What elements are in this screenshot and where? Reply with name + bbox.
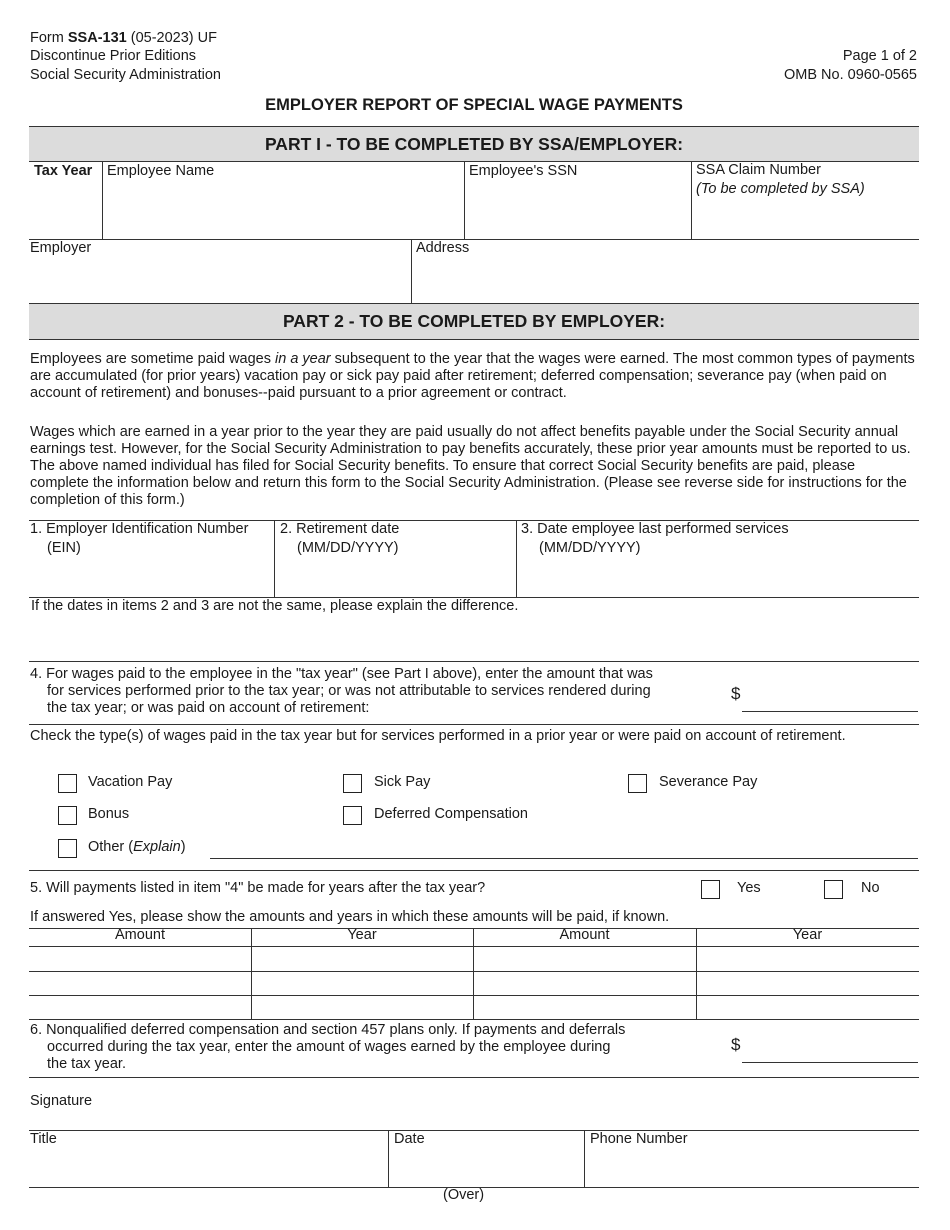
table-cell-amount[interactable] [474, 996, 695, 1018]
employer-field[interactable] [30, 260, 406, 300]
tax-year-label: Tax Year [34, 163, 93, 179]
employee-name-field[interactable] [107, 186, 459, 236]
table-header-amount-2: Amount [559, 927, 610, 943]
page-title: EMPLOYER REPORT OF SPECIAL WAGE PAYMENTS [265, 96, 683, 114]
employer-label: Employer [30, 240, 92, 256]
table-header-year-2: Year [792, 927, 823, 943]
para1-text-a: Employees are sometime paid wages [30, 351, 276, 367]
item4-amount-field[interactable] [742, 686, 918, 711]
item5-question: 5. Will payments listed in item "4" be made for years after the tax year? [30, 880, 486, 896]
retirement-date-field[interactable] [280, 560, 512, 595]
divider [691, 162, 692, 239]
address-field[interactable] [416, 260, 916, 300]
other-explain-underline [210, 858, 918, 859]
vacation-pay-label: Vacation Pay [88, 774, 173, 790]
form-number: SSA-131 [67, 30, 127, 46]
claim-number-note: (To be completed by SSA) [696, 181, 865, 197]
divider [584, 1130, 585, 1187]
divider [29, 724, 919, 725]
item5-yes-checkbox[interactable] [701, 880, 720, 899]
ein-sublabel: (EIN) [47, 540, 81, 556]
other-label [88, 838, 186, 857]
if-yes-instruction: If answered Yes, please show the amounts and years in which these amounts will be paid, if known. [30, 909, 670, 925]
date-field[interactable] [394, 1151, 580, 1185]
divider [516, 520, 517, 598]
item4-amount-underline [742, 711, 918, 712]
table-cell-year[interactable] [697, 996, 918, 1018]
bonus-checkbox[interactable] [58, 806, 77, 825]
address-label: Address [416, 240, 470, 256]
divider [464, 162, 465, 239]
item5-no-label: No [861, 880, 880, 896]
divider [29, 1077, 919, 1078]
explain-label: If the dates in items 2 and 3 are not the same, please explain the difference. [31, 598, 519, 614]
form-number-line [30, 29, 217, 48]
retirement-date-label: 2. Retirement date [280, 521, 400, 537]
table-header-amount-1: Amount [115, 927, 165, 943]
other-explain-text: Explain [133, 839, 181, 855]
signature-label: Signature [30, 1093, 93, 1109]
employee-ssn-field[interactable] [469, 186, 687, 236]
divider [274, 520, 275, 598]
item5-yes-label: Yes [737, 880, 761, 896]
table-header-year-1: Year [347, 927, 377, 943]
severance-pay-checkbox[interactable] [628, 774, 647, 793]
divider [29, 661, 919, 662]
item6-amount-underline [742, 1062, 918, 1063]
part1-heading: PART I - TO BE COMPLETED BY SSA/EMPLOYER: [29, 126, 919, 162]
ein-field[interactable] [30, 560, 270, 595]
ein-label: 1. Employer Identification Number [30, 521, 249, 537]
table-cell-year[interactable] [697, 972, 918, 994]
table-cell-amount[interactable] [30, 972, 250, 994]
severance-pay-label: Severance Pay [659, 774, 758, 790]
item6-amount-field[interactable] [742, 1037, 918, 1062]
agency-name: Social Security Administration [30, 67, 221, 83]
explain-field[interactable] [31, 618, 916, 658]
item4-line3: the tax year; or was paid on account of retirement: [47, 700, 370, 716]
vacation-pay-checkbox[interactable] [58, 774, 77, 793]
other-explain-field[interactable] [210, 834, 918, 858]
check-types-instruction: Check the type(s) of wages paid in the tax year but for services performed in a prior year or were paid on account of retirement. [30, 728, 846, 744]
intro-paragraph-1 [30, 351, 915, 402]
sick-pay-checkbox[interactable] [343, 774, 362, 793]
sick-pay-label: Sick Pay [374, 774, 431, 790]
retirement-date-format: (MM/DD/YYYY) [297, 540, 399, 556]
phone-label: Phone Number [590, 1131, 688, 1147]
bonus-label: Bonus [88, 806, 130, 822]
tax-year-field[interactable] [35, 186, 97, 236]
date-label: Date [394, 1131, 425, 1147]
omb-number: OMB No. 0960-0565 [784, 67, 917, 83]
item6-line3: the tax year. [47, 1056, 126, 1072]
last-services-field[interactable] [521, 560, 916, 595]
item6-line1: 6. Nonqualified deferred compensation and section 457 plans only. If payments and deferrals [30, 1022, 626, 1038]
item6-dollar-sign: $ [731, 1035, 741, 1054]
part2-heading: PART 2 - TO BE COMPLETED BY EMPLOYER: [29, 303, 919, 340]
other-checkbox[interactable] [58, 839, 77, 858]
form-edition: (05-2023) UF [130, 30, 217, 46]
para1-text-b: subsequent to the year that the wages were earned. The most common types of payments are accumulated (for prior years) vacation pay or sick pay paid after retirement; deferred compensation; severance pay (when paid on account of retirement) and bonuses--paid pursuant to a prior agreement or contract. [30, 351, 915, 401]
divider [388, 1130, 389, 1187]
signature-field[interactable] [110, 1084, 916, 1128]
divider [29, 1130, 919, 1131]
table-cell-amount[interactable] [474, 947, 695, 970]
discontinue-note: Discontinue Prior Editions [30, 48, 197, 64]
intro-paragraph-2: Wages which are earned in a year prior to the year they are paid usually do not affect benefits payable under the Social Security annual earnings test. However, for the Social Security Administration to pay benefits accurately, these prior year amounts must be reported to us. The above named individual has filed for Social Security benefits. To ensure that correct Social Security benefits are paid, please complete the information below and return this form to the Social Security Administration. (Please see reverse side for instructions for the completion of this form.) [30, 424, 911, 508]
table-cell-year[interactable] [252, 996, 472, 1018]
claim-number-label: SSA Claim Number [696, 162, 821, 178]
table-bottom-border [29, 1019, 919, 1020]
title-field[interactable] [30, 1151, 384, 1185]
phone-field[interactable] [590, 1151, 916, 1185]
other-text: Other ( [88, 839, 134, 855]
table-cell-year[interactable] [252, 972, 472, 994]
form-prefix: Form [30, 30, 64, 46]
table-cell-year[interactable] [697, 947, 918, 970]
title-label: Title [30, 1131, 57, 1147]
divider [29, 239, 919, 240]
employee-ssn-label: Employee's SSN [469, 163, 578, 179]
para1-text-italic: in a year [275, 351, 331, 367]
deferred-compensation-checkbox[interactable] [343, 806, 362, 825]
item4-dollar-sign: $ [731, 684, 741, 703]
divider [102, 162, 103, 239]
deferred-compensation-label: Deferred Compensation [374, 806, 528, 822]
table-cell-year[interactable] [252, 947, 472, 970]
item4-line1: 4. For wages paid to the employee in the "tax year" (see Part I above), enter the amount that was [30, 666, 653, 682]
over-note: (Over) [443, 1187, 485, 1203]
employee-name-label: Employee Name [107, 163, 215, 179]
last-services-format: (MM/DD/YYYY) [539, 540, 641, 556]
item4-line2: for services performed prior to the tax year; or was not attributable to services rendered during [47, 683, 651, 699]
other-close-paren: ) [180, 839, 186, 855]
table-cell-amount[interactable] [474, 972, 695, 994]
divider [29, 870, 919, 871]
last-services-label: 3. Date employee last performed services [521, 521, 789, 537]
divider [411, 239, 412, 303]
item6-line2: occurred during the tax year, enter the amount of wages earned by the employee during [47, 1039, 611, 1055]
table-cell-amount[interactable] [30, 947, 250, 970]
table-cell-amount[interactable] [30, 996, 250, 1018]
page-number: Page 1 of 2 [842, 48, 917, 64]
item5-no-checkbox[interactable] [824, 880, 843, 899]
